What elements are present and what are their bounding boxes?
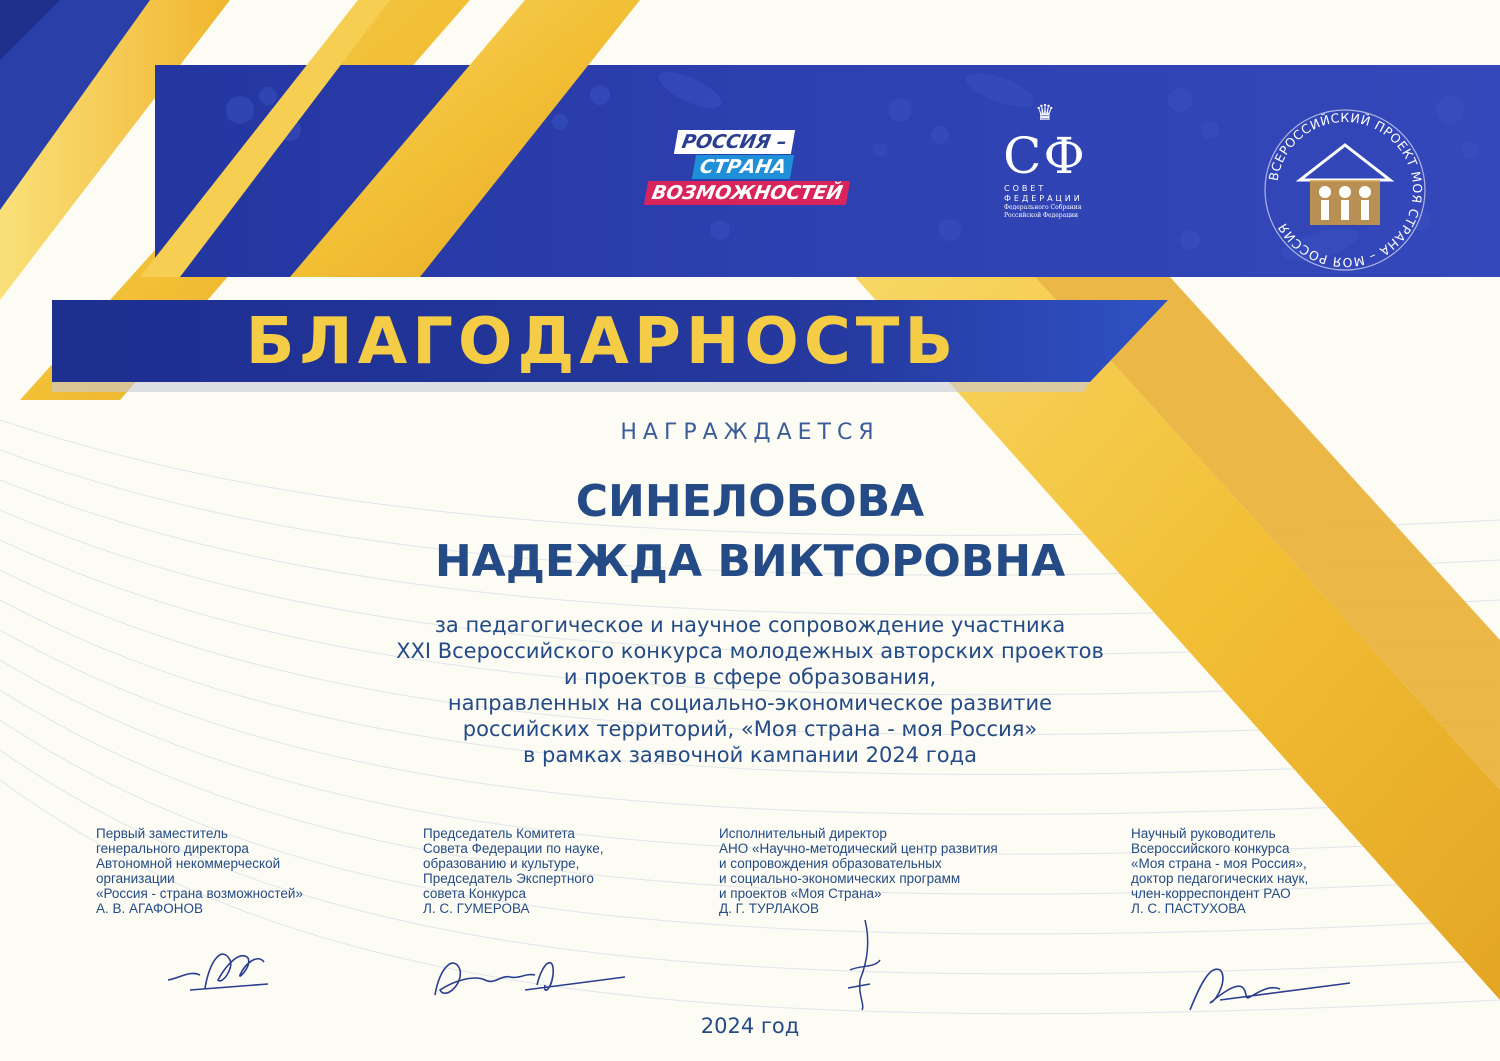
signatory-3 <box>719 826 998 916</box>
signatory-title-line: и сопровождения образовательных <box>719 856 942 871</box>
mp-ring-text: ВСЕРОССИЙСКИЙ ПРОЕКТ МОЯ СТРАНА – МОЯ РОССИЯ <box>1265 109 1426 271</box>
signatory-name: А. В. АГАФОНОВ <box>96 901 203 916</box>
rsv-logo-line1: РОССИЯ – <box>674 130 795 154</box>
awarded-label: НАГРАЖДАЕТСЯ <box>620 420 880 445</box>
signatory-name: Д. Г. ТУРЛАКОВ <box>719 901 819 916</box>
rsv-logo-line3: ВОЗМОЖНОСТЕЙ <box>644 181 851 205</box>
signatory-title-line: Совета Федерации по науке, <box>423 841 604 856</box>
signatory-title-line: Исполнительный директор <box>719 826 887 841</box>
signatory-title-line: и проектов «Моя Страна» <box>719 886 882 901</box>
reason-line: российских территорий, «Моя страна - моя Россия» <box>462 717 1038 741</box>
signatory-title-line: АНО «Научно-методический центр развития <box>719 841 998 856</box>
reason-line: за педагогическое и научное сопровождение участника <box>434 613 1066 637</box>
rsv-logo-line2: СТРАНА <box>692 155 794 179</box>
signatory-title-line: организации <box>96 871 175 886</box>
sf-caption-line2: ФЕДЕРАЦИИ <box>1004 194 1083 203</box>
signatory-title-line: «Моя страна - моя Россия», <box>1131 856 1307 871</box>
signature-1 <box>160 940 290 1010</box>
my-country-my-russia-logo <box>1255 100 1435 280</box>
sf-caption-line1: СОВЕТ <box>1004 184 1047 193</box>
eagle-emblem-icon: ♛ <box>1035 101 1055 126</box>
sf-monogram: СФ <box>1003 127 1087 185</box>
signatory-title-line: член-корреспондент РАО <box>1131 886 1291 901</box>
certificate-title: БЛАГОДАРНОСТЬ <box>245 305 959 379</box>
signatory-title-line: и социально-экономических программ <box>719 871 961 886</box>
signatory-title-line: Председатель Комитета <box>423 826 575 841</box>
signatory-title-line: Председатель Экспертного <box>423 871 594 886</box>
reason-line: XXI Всероссийского конкурса молодежных авторских проектов <box>396 639 1104 663</box>
title-band-shadow <box>52 382 1090 392</box>
signatory-title-line: образованию и культуре, <box>423 856 580 871</box>
house-people-icon <box>1300 145 1390 225</box>
signatory-title-line: Первый заместитель <box>96 826 228 841</box>
russia-land-of-opportunity-logo <box>636 130 846 215</box>
federation-council-logo <box>980 100 1110 240</box>
signatory-2 <box>423 826 604 916</box>
signatory-name: Л. С. ПАСТУХОВА <box>1131 901 1246 916</box>
signature-3 <box>830 910 900 1020</box>
signatory-name: Л. С. ГУМЕРОВА <box>423 901 530 916</box>
signatory-title-line: доктор педагогических наук, <box>1131 871 1309 886</box>
signatory-title-line: Автономной некоммерческой <box>96 856 281 871</box>
signatory-title-line: «Россия - страна возможностей» <box>96 886 303 901</box>
reason-line: направленных на социально-экономическое развитие <box>447 691 1053 715</box>
recipient-surname: СИНЕЛОБОВА <box>575 476 925 527</box>
certificate-year: 2024 год <box>700 1014 800 1038</box>
reason-line: в рамках заявочной кампании 2024 года <box>522 743 978 767</box>
sf-caption-line3: Федерального Собрания <box>1004 204 1082 211</box>
recipient-given-names: НАДЕЖДА ВИКТОРОВНА <box>434 536 1066 587</box>
reason-line: и проектов в сфере образования, <box>563 665 937 689</box>
award-reason <box>200 612 1300 768</box>
sf-caption-line4: Российской Федерации <box>1004 212 1079 219</box>
signatory-title-line: Всероссийского конкурса <box>1131 841 1290 856</box>
signatory-title-line: совета Конкурса <box>423 886 527 901</box>
signatory-title-line: Научный руководитель <box>1131 826 1276 841</box>
signature-2 <box>425 945 635 1015</box>
signatory-4 <box>1131 826 1308 916</box>
signatory-title-line: генерального директора <box>96 841 249 856</box>
signatory-1 <box>96 826 303 916</box>
